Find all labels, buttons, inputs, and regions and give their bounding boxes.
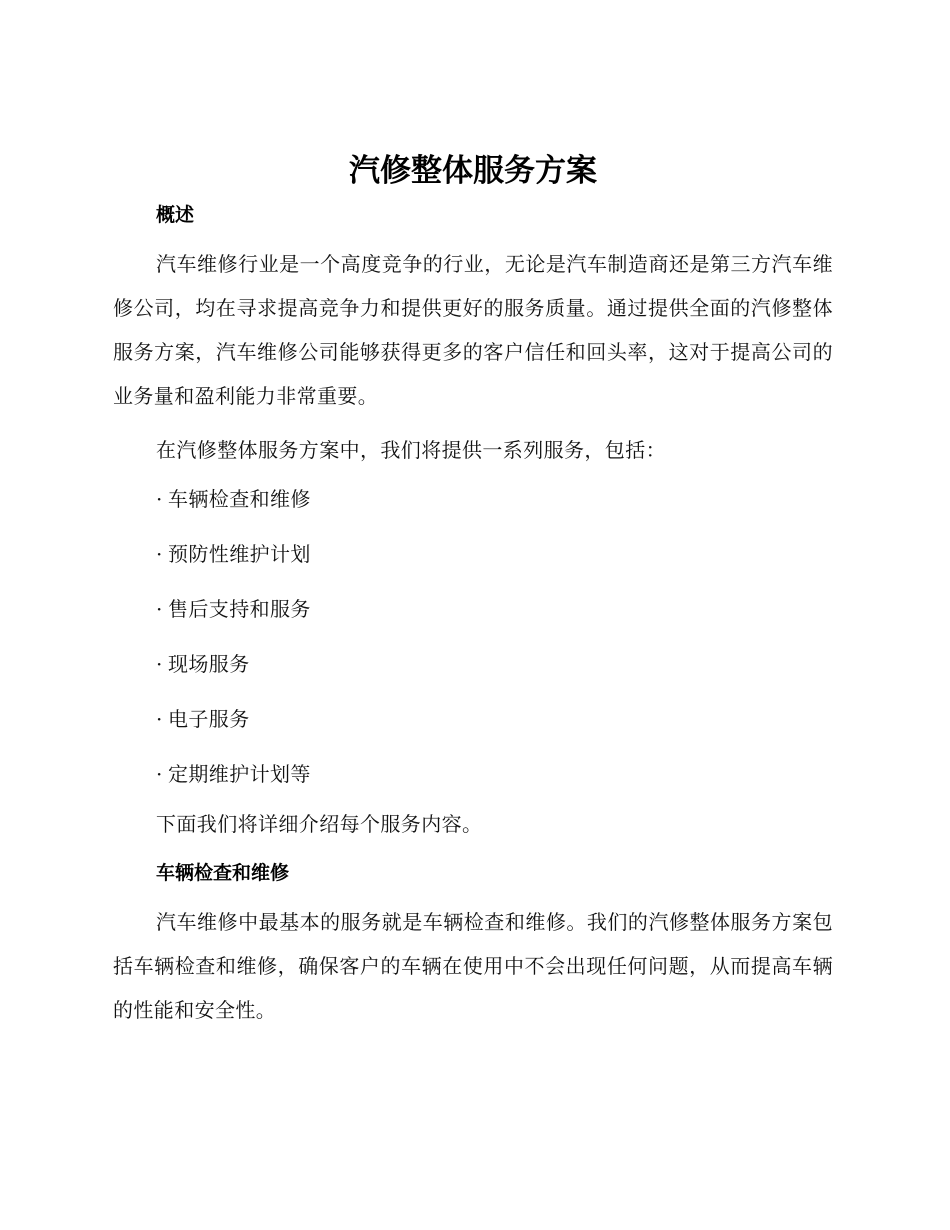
list-item-text: 定期维护计划等 [168, 762, 311, 786]
section-heading-overview: 概述 [156, 204, 195, 226]
section-heading-inspection: 车辆检查和维修 [156, 862, 290, 884]
spacer [113, 418, 833, 428]
list-item [113, 637, 833, 692]
paragraph-inspection: 汽车维修中最基本的服务就是车辆检查和维修。我们的汽修整体服务方案包括车辆检查和维修，确保客户的车辆在使用中不会出现任何问题，从而提高车辆的性能和安全性。 [113, 910, 833, 1022]
list-item-text: 售后支持和服务 [168, 597, 311, 621]
list-item [113, 527, 833, 582]
list-item-text: 电子服务 [168, 707, 250, 731]
document-title: 汽修整体服务方案 [349, 153, 597, 189]
list-item [113, 472, 833, 527]
bullet-icon: · [156, 707, 163, 731]
bullet-icon: · [156, 652, 163, 676]
list-item [113, 582, 833, 637]
list-item-text: 现场服务 [168, 652, 250, 676]
bullet-icon: · [156, 597, 163, 621]
paragraph-services-lead: 在汽修整体服务方案中，我们将提供一系列服务，包括： [156, 438, 666, 462]
list-item [113, 692, 833, 747]
list-item-text: 预防性维护计划 [168, 542, 311, 566]
list-item [113, 747, 833, 802]
paragraph-closing: 下面我们将详细介绍每个服务内容。 [156, 812, 483, 836]
list-item-text: 车辆检查和维修 [168, 487, 311, 511]
bullet-icon: · [156, 762, 163, 786]
paragraph-overview-intro: 汽车维修行业是一个高度竞争的行业，无论是汽车制造商还是第三方汽车维修公司，均在寻求提高竞争力和提供更好的服务质量。通过提供全面的汽修整体服务方案，汽车维修公司能够获得更多的客户信任和回头率，这对于提高公司的业务量和盈利能力非常重要。 [113, 252, 833, 408]
bullet-icon: · [156, 542, 163, 566]
document-page [113, 148, 833, 1032]
services-list [113, 472, 833, 802]
bullet-icon: · [156, 487, 163, 511]
